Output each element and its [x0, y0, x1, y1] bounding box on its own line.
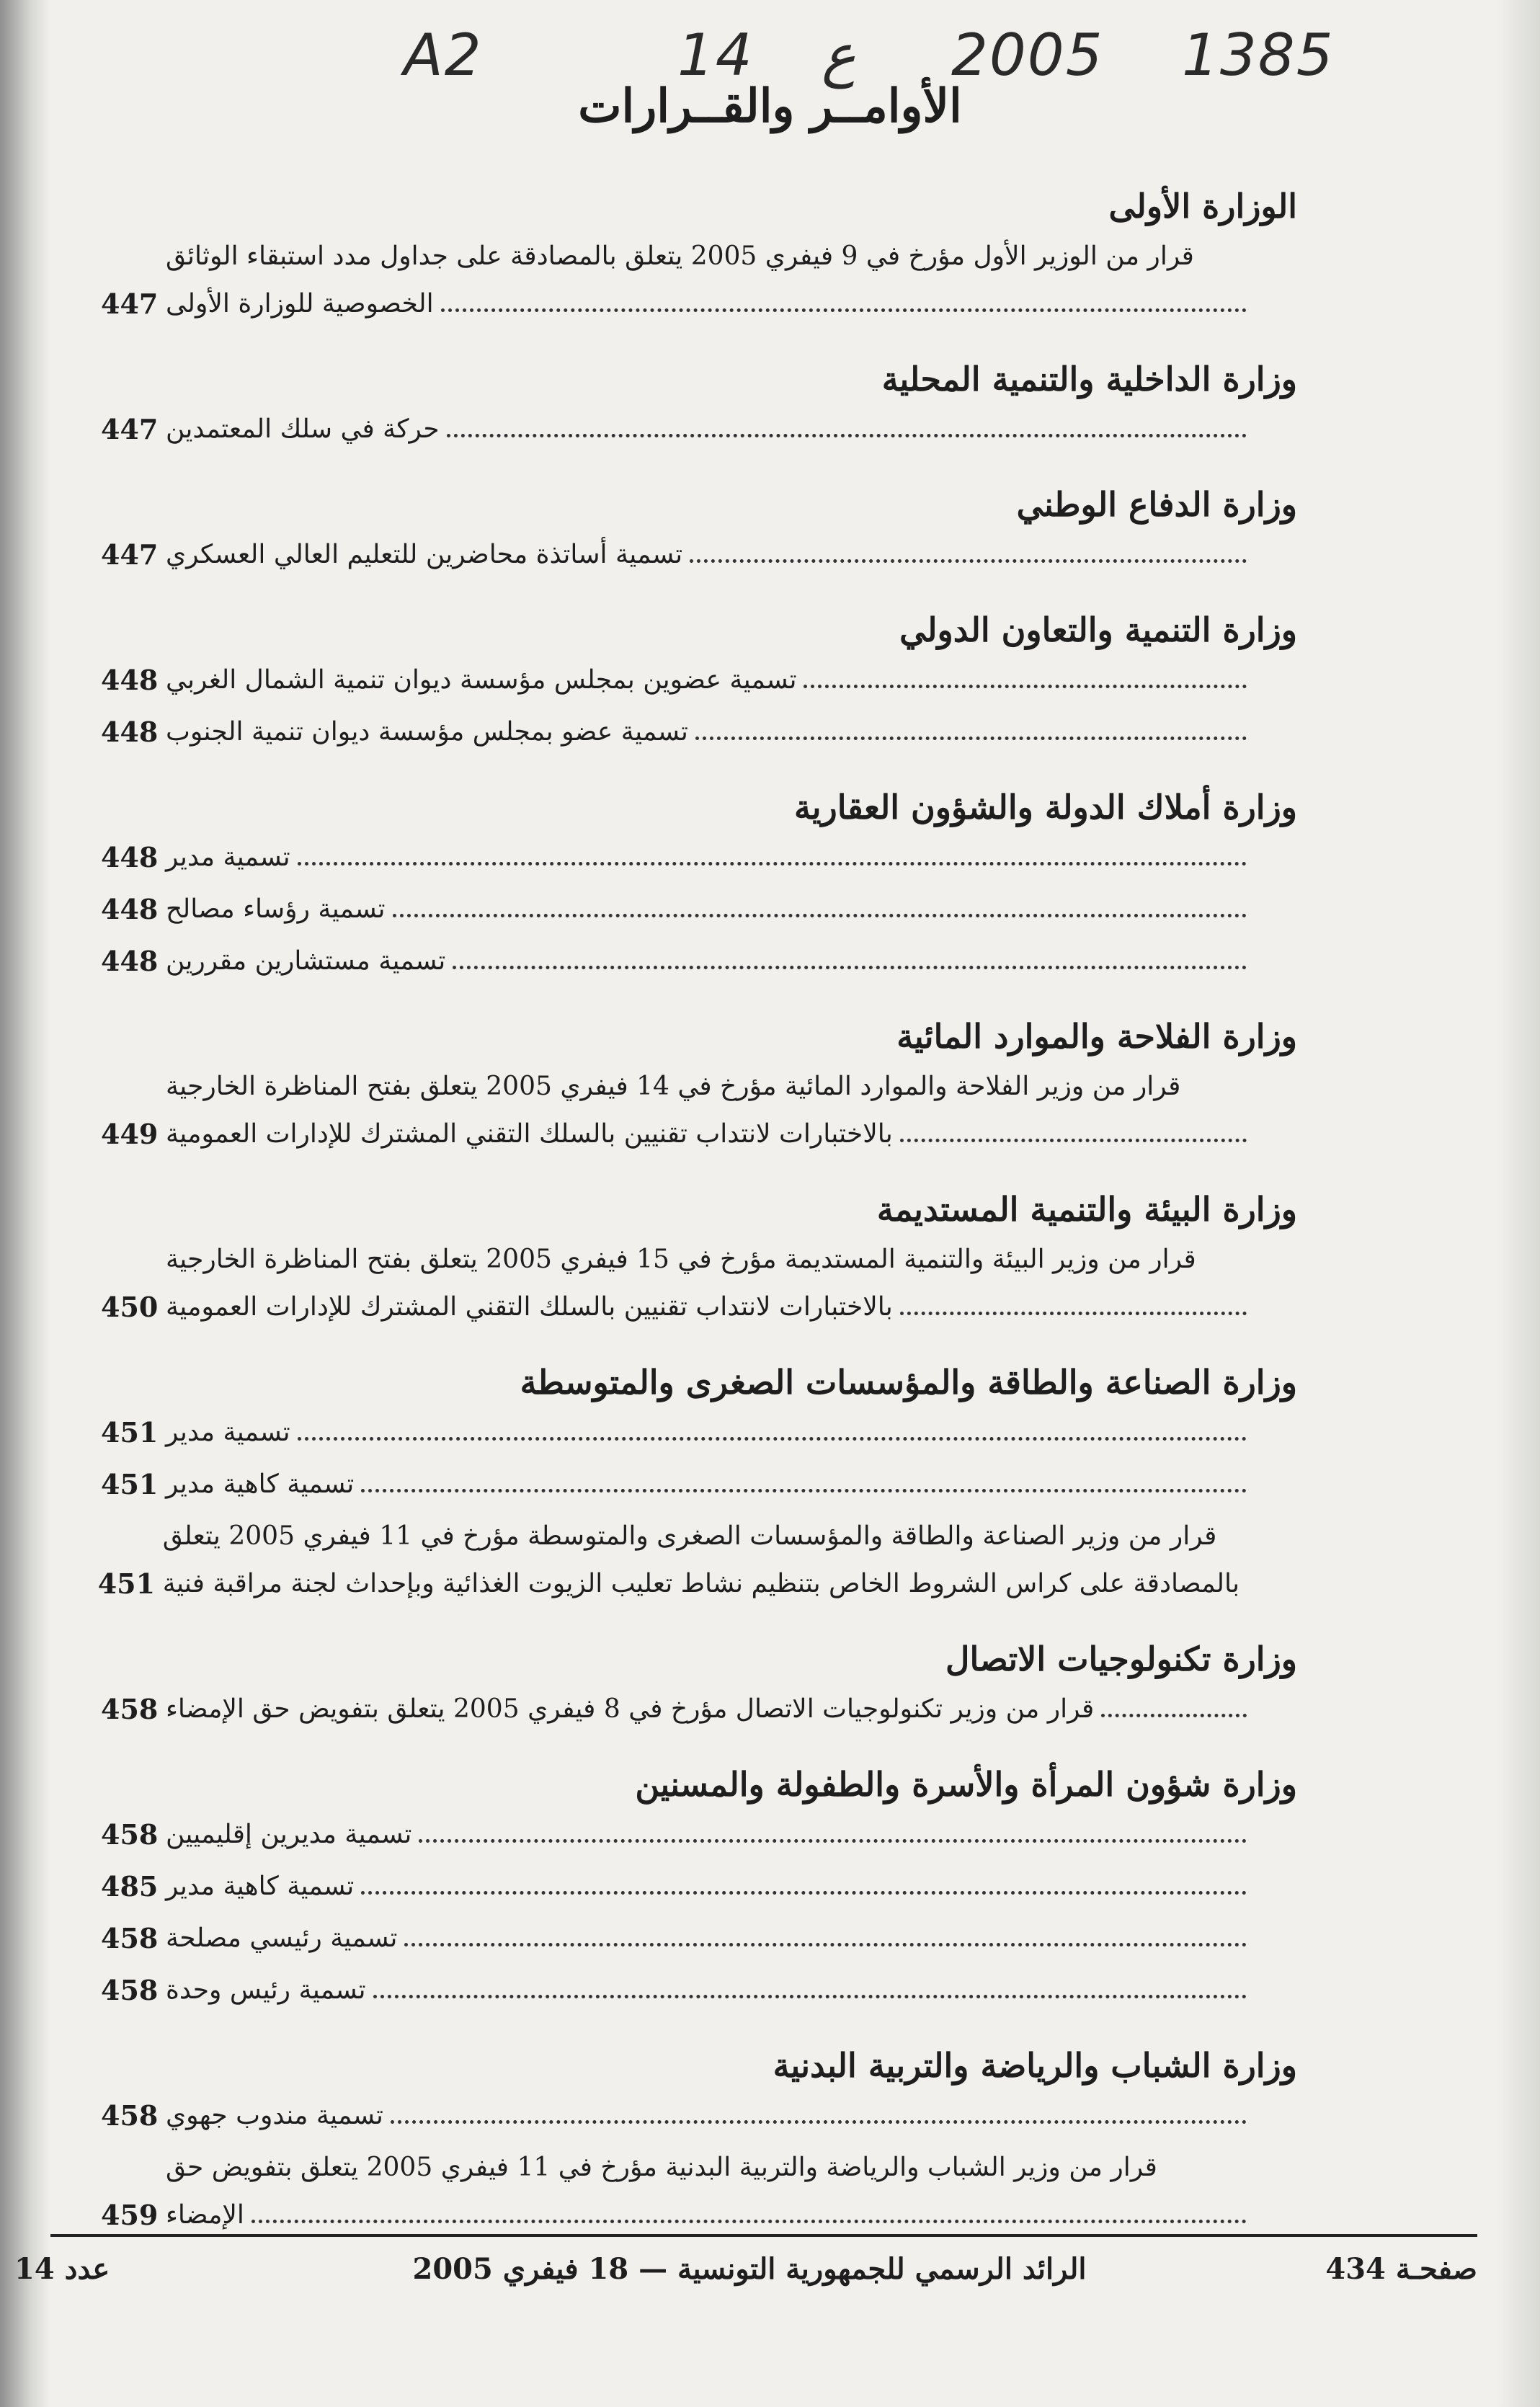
footer-divider — [50, 2234, 1477, 2237]
dot-leader — [252, 2220, 1247, 2223]
toc-entry — [101, 2092, 1297, 2140]
entry-line-text: تسمية مديرين إقليميين — [166, 1820, 412, 1849]
section-heading: وزارة شؤون المرأة والأسرة والطفولة والمسنين — [635, 1765, 1297, 1804]
entry-line-text: تسمية كاهية مدير — [166, 1872, 355, 1901]
scan-binding-shadow — [0, 0, 50, 2407]
entry-line — [166, 1063, 1254, 1111]
section-heading: وزارة البيئة والتنمية المستديمة — [876, 1190, 1297, 1229]
entry-line — [166, 1967, 1254, 2014]
entry-text — [166, 406, 1297, 453]
page-title: الأوامــر والقــرارات — [578, 79, 962, 133]
section-heading: وزارة التنمية والتعاون الدولي — [899, 610, 1297, 649]
dot-leader — [447, 434, 1247, 437]
entry-page-number: 451 — [101, 1468, 159, 1500]
entry-text — [166, 1409, 1297, 1456]
entry-text — [166, 233, 1297, 328]
dot-leader — [900, 1312, 1247, 1315]
entry-text — [166, 1236, 1297, 1331]
handwritten-e: 1385 — [1182, 22, 1335, 89]
entry-page-number: 448 — [101, 841, 159, 873]
entry-line — [166, 1915, 1254, 1962]
entry-line — [166, 406, 1254, 453]
entry-page-number: 449 — [101, 1118, 159, 1150]
entry-text — [166, 1967, 1297, 2014]
page-number-label: صفحـة 434 — [1325, 2252, 1477, 2286]
dot-leader — [361, 1489, 1247, 1492]
scan-edge-shadow — [1497, 0, 1540, 2407]
entry-line-text: بالاختبارات لانتداب تقنيين بالسلك التقني المشترك للإدارات العمومية — [166, 1292, 893, 1322]
entry-page-number: 450 — [101, 1291, 159, 1323]
entry-page-number: 458 — [101, 1974, 159, 2006]
entry-page-number: 448 — [101, 664, 159, 696]
entry-text — [166, 1063, 1297, 1158]
toc-entry — [101, 834, 1297, 881]
entry-text — [166, 708, 1297, 756]
entry-page-number: 447 — [101, 288, 159, 320]
entry-page-number: 451 — [97, 1567, 156, 1600]
section-heading: وزارة الدفاع الوطني — [1016, 485, 1297, 524]
toc-entry — [101, 1686, 1297, 1733]
entry-page-number: 458 — [101, 1818, 159, 1851]
entry-line — [166, 1461, 1254, 1508]
entry-line — [166, 2192, 1254, 2239]
section-heading: وزارة تكنولوجيات الاتصال — [945, 1639, 1297, 1678]
toc-entry — [101, 938, 1297, 985]
entry-page-number: 458 — [101, 2099, 159, 2132]
entry-line — [166, 1811, 1254, 1859]
entry-line — [166, 1283, 1254, 1331]
section-heading: الوزارة الأولى — [1108, 187, 1297, 226]
entry-line-text: تسمية عضو بمجلس مؤسسة ديوان تنمية الجنوب — [166, 717, 688, 747]
dot-leader — [391, 2120, 1247, 2124]
entry-text — [166, 1686, 1297, 1733]
entry-line — [163, 1513, 1254, 1560]
entry-line — [163, 1560, 1254, 1608]
entry-text — [166, 2144, 1297, 2239]
section-heading: وزارة أملاك الدولة والشؤون العقارية — [794, 788, 1297, 827]
entry-line-text: بالاختبارات لانتداب تقنيين بالسلك التقني المشترك للإدارات العمومية — [166, 1119, 893, 1149]
toc-entry — [101, 886, 1297, 933]
entry-text — [166, 1915, 1297, 1962]
entry-text — [166, 1863, 1297, 1910]
toc-entry — [101, 1915, 1297, 1962]
issue-number: عدد 14 — [14, 2252, 110, 2286]
dot-leader — [298, 1437, 1247, 1441]
entry-page-number: 448 — [101, 716, 159, 748]
entry-line — [166, 708, 1254, 756]
entry-line — [166, 233, 1254, 280]
toc-entry — [101, 2144, 1297, 2239]
entry-line-text: قرار من وزير الشباب والرياضة والتربية البدنية مؤرخ في 11 فيفري 2005 يتعلق بتفويض حق — [166, 2153, 1157, 2182]
entry-line-text: الخصوصية للوزارة الأولى — [166, 289, 434, 319]
entry-line-text: قرار من وزير تكنولوجيات الاتصال مؤرخ في 8 فيفري 2005 يتعلق بتفويض حق الإمضاء — [166, 1694, 1095, 1724]
entry-line-text: قرار من وزير الصناعة والطاقة والمؤسسات الصغرى والمتوسطة مؤرخ في 11 فيفري 2005 يتعلق — [162, 1521, 1217, 1551]
dot-leader — [298, 862, 1247, 866]
handwritten-b: 14 — [677, 22, 754, 89]
entry-page-number: 451 — [101, 1416, 159, 1449]
page-footer — [14, 2252, 1477, 2303]
toc-entry — [101, 531, 1297, 579]
entry-line — [166, 1409, 1254, 1456]
entry-text — [166, 1811, 1297, 1859]
toc-entry — [101, 708, 1297, 756]
entry-line-text: تسمية مستشارين مقررين — [166, 946, 446, 976]
toc-entry — [101, 1863, 1297, 1910]
toc-entry — [101, 1063, 1297, 1158]
entry-line — [166, 938, 1254, 985]
entry-text — [166, 531, 1297, 579]
section-heading: وزارة الشباب والرياضة والتربية البدنية — [773, 2046, 1297, 2085]
dot-leader — [404, 1943, 1247, 1946]
entry-text — [166, 886, 1297, 933]
entry-text — [166, 2092, 1297, 2140]
journal-title: الرائد الرسمي للجمهورية التونسية — 18 فيفري 2005 — [412, 2252, 1087, 2286]
dot-leader — [453, 966, 1247, 969]
entry-line — [166, 2144, 1254, 2192]
entry-page-number: 458 — [101, 1922, 159, 1954]
entry-line-text: تسمية أساتذة محاضرين للتعليم العالي العسكري — [166, 540, 683, 569]
entry-line — [166, 531, 1254, 579]
entry-line — [166, 657, 1254, 704]
dot-leader — [373, 1995, 1247, 1998]
entry-line — [166, 1111, 1254, 1158]
toc-entry — [101, 657, 1297, 704]
dot-leader — [804, 685, 1247, 688]
entry-line — [166, 280, 1254, 328]
entry-page-number: 459 — [101, 2199, 159, 2231]
entry-line — [166, 2092, 1254, 2140]
entry-text — [163, 1513, 1297, 1608]
entry-page-number: 448 — [101, 893, 159, 925]
entry-text — [166, 1461, 1297, 1508]
entry-line — [166, 886, 1254, 933]
section-heading: وزارة الصناعة والطاقة والمؤسسات الصغرى والمتوسطة — [520, 1363, 1297, 1402]
entry-page-number: 447 — [101, 413, 159, 445]
entry-line — [166, 834, 1254, 881]
entry-line-text: تسمية مدير — [166, 1418, 290, 1447]
toc-entry — [101, 233, 1297, 328]
entry-line-text: تسمية رئيسي مصلحة — [166, 1923, 398, 1953]
entry-line-text: تسمية مندوب جهوي — [166, 2101, 383, 2130]
entry-line — [166, 1863, 1254, 1910]
dot-leader — [393, 914, 1247, 917]
toc-entry — [101, 1811, 1297, 1859]
toc-entry — [101, 1236, 1297, 1331]
entry-text — [166, 657, 1297, 704]
entry-page-number: 448 — [101, 945, 159, 977]
entry-line-text: تسمية رؤساء مصالح — [166, 894, 386, 924]
toc-entry — [97, 1513, 1297, 1608]
table-of-contents — [97, 184, 1297, 2239]
handwritten-c: ع — [822, 22, 856, 89]
entry-page-number: 485 — [101, 1870, 159, 1903]
toc-entry — [101, 1461, 1297, 1508]
entry-line-text: بالمصادقة على كراس الشروط الخاص بتنظيم نشاط تعليب الزيوت الغذائية وبإحداث لجنة مراقبة فنية — [162, 1569, 1239, 1598]
entry-line-text: قرار من وزير الفلاحة والموارد المائية مؤرخ في 14 فيفري 2005 يتعلق بفتح المناظرة الخارجية — [166, 1072, 1181, 1101]
entry-page-number: 447 — [101, 538, 159, 571]
entry-line-text: قرار من الوزير الأول مؤرخ في 9 فيفري 2005 يتعلق بالمصادقة على جداول مدد استبقاء الوثائق — [166, 241, 1194, 271]
entry-line-text: تسمية مدير — [166, 842, 290, 872]
handwritten-a: A2 — [404, 22, 483, 89]
dot-leader — [695, 737, 1247, 740]
toc-entry — [101, 1967, 1297, 2014]
entry-line — [166, 1686, 1254, 1733]
entry-text — [166, 834, 1297, 881]
entry-line-text: تسمية كاهية مدير — [166, 1469, 355, 1499]
dot-leader — [1101, 1714, 1247, 1717]
entry-page-number: 458 — [101, 1693, 159, 1725]
toc-entry — [101, 406, 1297, 453]
entry-line-text: تسمية رئيس وحدة — [166, 1975, 366, 2005]
entry-line — [166, 1236, 1254, 1283]
dot-leader — [900, 1139, 1247, 1142]
dot-leader — [690, 559, 1247, 563]
handwritten-d: 2005 — [951, 22, 1104, 89]
entry-line-text: الإمضاء — [166, 2200, 244, 2230]
section-heading: وزارة الداخلية والتنمية المحلية — [881, 360, 1297, 399]
dot-leader — [441, 308, 1247, 312]
entry-line-text: قرار من وزير البيئة والتنمية المستديمة مؤرخ في 15 فيفري 2005 يتعلق بفتح المناظرة الخارجية — [166, 1245, 1196, 1274]
toc-entry — [101, 1409, 1297, 1456]
dot-leader — [419, 1839, 1247, 1843]
dot-leader — [361, 1891, 1247, 1895]
entry-line-text: تسمية عضوين بمجلس مؤسسة ديوان تنمية الشمال الغربي — [166, 665, 797, 695]
section-heading: وزارة الفلاحة والموارد المائية — [896, 1017, 1297, 1056]
entry-text — [166, 938, 1297, 985]
entry-line-text: حركة في سلك المعتمدين — [166, 414, 440, 444]
